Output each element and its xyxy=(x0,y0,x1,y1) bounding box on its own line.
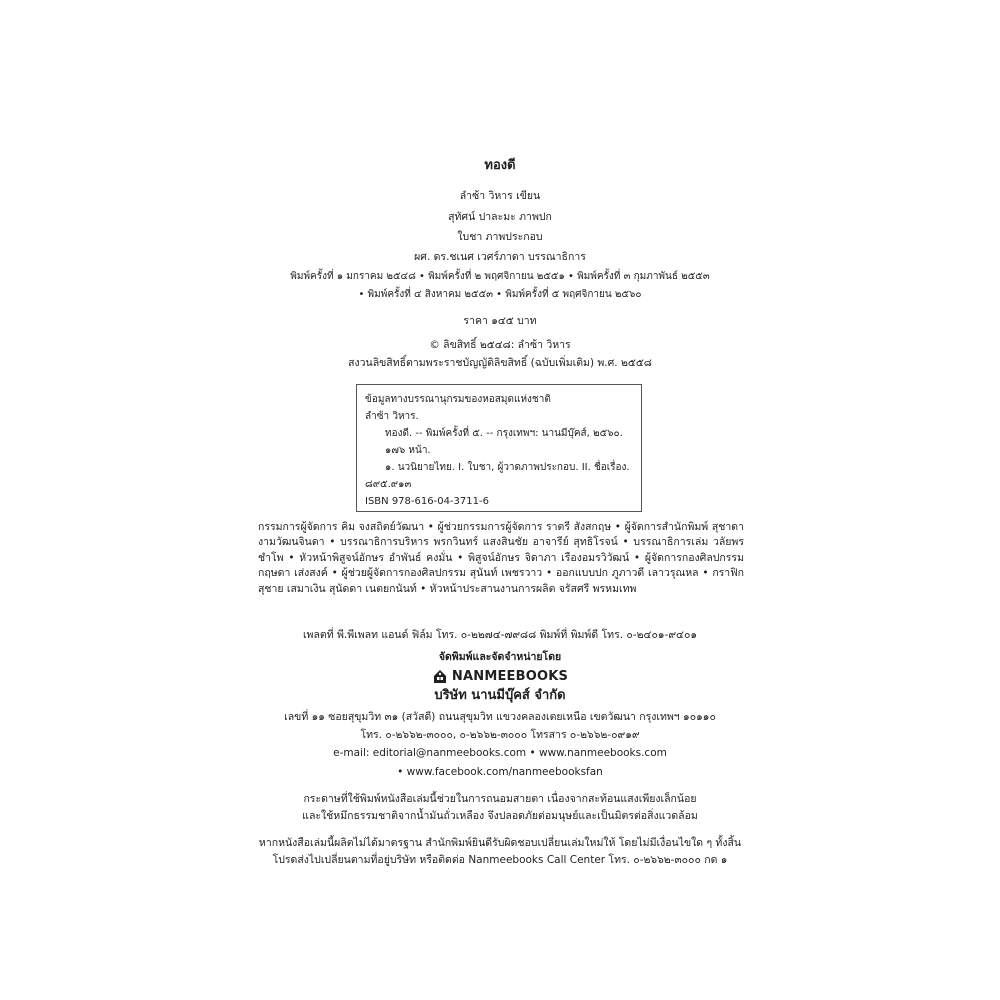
staff-credits: กรรมการผู้จัดการ คิม จงสถิตย์วัฒนา • ผู้ช่วยกรรมการผู้จัดการ ราตรี สังสกฤษ • ผู้จัดการสำนักพิมพ์ สุชาดา งามวัฒนจินดา • บรรณาธิการบริหาร พรกวินทร์ แสงสินชัย อาจารีย์ สุทธิโรจน์ • บรรณาธิการเล่ม วลัยพร ชำโพ • หัวหน้าพิสูจน์อักษร อำพันธ์ คงมั่น • พิสูจน์อักษร จิดาภา เรืองอมรวิวัฒน์ • ผู้จัดการกองศิลปกรรม กฤษดา เส่งสงค์ • ผู้ช่วยผู้จัดการกองศิลปกรรม สุนันท์ เพชรวาว • ออกแบบปก ภูภาวดี เลาวรุณหล • กราฟิก สุชาย เสมาเงิน สุนัดดา เนตยกนันท์ • หัวหน้าประสานงานการผลิต จรัสศรี พรหมเทพ xyxy=(258,521,744,595)
cover-illustrator-credit: สุทัศน์ ปาละมะ ภาพปก xyxy=(448,211,552,223)
publisher-email-web: e-mail: editorial@nanmeebooks.com • www.nanmeebooks.com xyxy=(333,747,667,759)
nanmee-house-logo-icon xyxy=(432,668,448,684)
copyright-law-line: สงวนลิขสิทธิ์ตามพระราชบัญญัติลิขสิทธิ์ (ฉบับเพิ่มเติม) พ.ศ. ๒๕๕๘ xyxy=(348,357,652,369)
author-credit: ลำซ้า วิหาร เขียน xyxy=(459,190,541,202)
cataloging-data-box xyxy=(356,384,642,512)
publisher-phones: โทร. ๐-๒๖๖๒-๓๐๐๐, ๐-๒๖๖๒-๓๐๐๐ โทรสาร ๐-๒๖๖๒-๐๙๑๙ xyxy=(360,729,640,741)
defect-note-line-2: โปรดส่งไปเปลี่ยนตามที่อยู่บริษัท หรือติดต่อ Nanmeebooks Call Center โทร. ๐-๒๖๖๒-๓๐๐๐ กด ๑ xyxy=(272,854,728,866)
printing-history-line-2: • พิมพ์ครั้งที่ ๔ สิงหาคม ๒๕๕๓ • พิมพ์ครั้งที่ ๕ พฤศจิกายน ๒๕๖๐ xyxy=(358,289,642,300)
publisher-facebook: • www.facebook.com/nanmeebooksfan xyxy=(397,766,603,778)
publisher-company-name: บริษัท นานมีบุ๊คส์ จำกัด xyxy=(434,688,566,703)
publisher-logo xyxy=(0,667,1000,685)
catalog-edition: ทองดี. -- พิมพ์ครั้งที่ ๕. -- กรุงเทพฯ: นานมีบุ๊คส์, ๒๕๖๐. xyxy=(385,428,623,439)
paper-note-line-1: กระดาษที่ใช้พิมพ์หนังสือเล่มนี้ช่วยในการถนอมสายตา เนื่องจากสะท้อนแสงเพียงเล็กน้อย xyxy=(303,793,697,805)
paper-note-line-2: และใช้หมึกธรรมชาติจากน้ำมันถั่วเหลือง จึงปลอดภัยต่อมนุษย์และเป็นมิตรต่อสิ่งแวดล้อม xyxy=(302,810,698,822)
distributed-by-label: จัดพิมพ์และจัดจำหน่ายโดย xyxy=(438,651,562,663)
catalog-subjects: ๑. นวนิยายไทย. I. ใบชา, ผู้วาดภาพประกอบ. II. ชื่อเรื่อง. xyxy=(385,462,630,473)
publisher-address: เลขที่ ๑๑ ซอยสุขุมวิท ๓๑ (สวัสดี) ถนนสุขุมวิท แขวงคลองเตยเหนือ เขตวัฒนา กรุงเทพฯ ๑๐๑๑๐ xyxy=(284,711,716,723)
copyright-line: © ลิขสิทธิ์ ๒๕๔๘: ลำซ้า วิหาร xyxy=(429,339,571,351)
catalog-isbn: ISBN 978-616-04-3711-6 xyxy=(365,496,489,507)
printing-house-info: เพลตที่ พี.พีเพลท แอนด์ ฟิล์ม โทร. ๐-๒๒๗๔-๗๙๘๘ พิมพ์ที่ พิมพ์ดี โทร. ๐-๒๔๐๑-๙๔๐๑ xyxy=(302,629,698,641)
editor-credit: ผศ. ดร.ชเนศ เวศร์ภาดา บรรณาธิการ xyxy=(414,251,586,263)
printing-history-line-1: พิมพ์ครั้งที่ ๑ มกราคม ๒๕๔๘ • พิมพ์ครั้งที่ ๒ พฤศจิกายน ๒๕๕๑ • พิมพ์ครั้งที่ ๓ กุมภาพันธ์ ๒๕๕๓ xyxy=(290,271,710,282)
book-title: ทองดี xyxy=(484,158,516,173)
catalog-classification: ๘๙๕.๙๑๓ xyxy=(365,479,412,490)
defect-note-line-1: หากหนังสือเล่มนี้ผลิตไม่ได้มาตรฐาน สำนักพิมพ์ยินดีรับผิดชอบเปลี่ยนเล่มใหม่ให้ โดยไม่มีเงื่อนไขใด ๆ ทั้งสิ้น xyxy=(258,837,742,849)
illustrator-credit: ใบชา ภาพประกอบ xyxy=(457,231,543,243)
catalog-pages: ๑๗๖ หน้า. xyxy=(385,445,431,456)
catalog-author: ลำซ้า วิหาร. xyxy=(365,411,419,422)
price: ราคา ๑๔๕ บาท xyxy=(463,315,537,327)
catalog-heading: ข้อมูลทางบรรณานุกรมของหอสมุดแห่งชาติ xyxy=(365,394,551,405)
publisher-logo-text: NANMEEBOOKS xyxy=(451,668,569,684)
